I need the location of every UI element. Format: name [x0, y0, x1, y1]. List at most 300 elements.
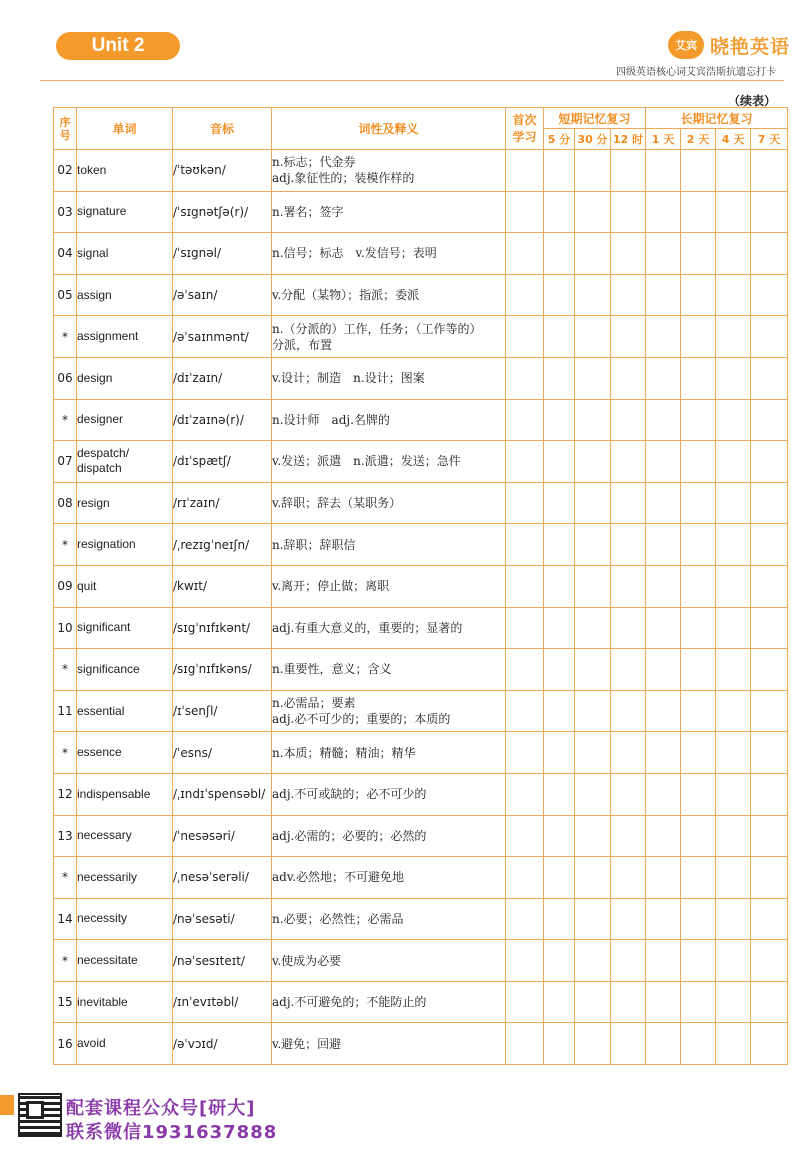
review-checkbox[interactable]	[611, 1023, 646, 1065]
review-checkbox[interactable]	[716, 524, 751, 566]
first-study-checkbox[interactable]	[506, 233, 544, 275]
word-cell	[77, 940, 173, 982]
first-study-checkbox[interactable]	[506, 357, 544, 399]
first-study-checkbox[interactable]	[506, 524, 544, 566]
row-number: 11	[54, 690, 77, 732]
table-row	[54, 981, 788, 1023]
review-checkbox[interactable]	[751, 690, 788, 732]
phonetic-cell: /əˈvɔɪd/	[173, 1023, 272, 1065]
row-number: *	[54, 316, 77, 358]
row-number: 07	[54, 441, 77, 483]
header-definition: 词性及释义	[272, 108, 506, 150]
review-checkbox[interactable]	[544, 898, 575, 940]
review-checkbox[interactable]	[716, 274, 751, 316]
review-checkbox[interactable]	[751, 898, 788, 940]
review-checkbox[interactable]	[646, 649, 681, 691]
review-checkbox[interactable]	[646, 898, 681, 940]
definition-cell	[272, 940, 506, 982]
definition-cell	[272, 649, 506, 691]
review-checkbox[interactable]	[544, 524, 575, 566]
definition-cell	[272, 1023, 506, 1065]
table-row	[54, 857, 788, 899]
word-text: design	[77, 370, 113, 385]
review-checkbox[interactable]	[575, 898, 611, 940]
row-number: 15	[54, 981, 77, 1023]
review-checkbox[interactable]	[575, 940, 611, 982]
review-checkbox[interactable]	[751, 482, 788, 524]
review-checkbox[interactable]	[611, 441, 646, 483]
definition-cell	[272, 773, 506, 815]
review-checkbox[interactable]	[681, 565, 716, 607]
word-text: necessity	[77, 911, 128, 926]
word-text: despatch/	[77, 446, 130, 461]
definition-cell	[272, 191, 506, 233]
review-checkbox[interactable]	[716, 690, 751, 732]
review-checkbox[interactable]	[716, 815, 751, 857]
review-checkbox[interactable]	[646, 690, 681, 732]
review-checkbox[interactable]	[716, 607, 751, 649]
word-cell	[77, 649, 173, 691]
review-checkbox[interactable]	[751, 150, 788, 192]
review-checkbox[interactable]	[611, 357, 646, 399]
definition-line: v.分配（某物）；指派；委派	[272, 288, 420, 303]
brand	[668, 28, 790, 62]
review-checkbox[interactable]	[681, 857, 716, 899]
review-checkbox[interactable]	[681, 274, 716, 316]
review-checkbox[interactable]	[544, 649, 575, 691]
header-7day: 7 天	[751, 129, 788, 150]
review-checkbox[interactable]	[611, 732, 646, 774]
review-checkbox[interactable]	[716, 732, 751, 774]
review-checkbox[interactable]	[716, 940, 751, 982]
definition-line: 分派，布置	[272, 337, 333, 352]
definition-line: n.必要；必然性；必需品	[272, 911, 404, 926]
review-checkbox[interactable]	[611, 815, 646, 857]
review-checkbox[interactable]	[611, 524, 646, 566]
review-checkbox[interactable]	[681, 316, 716, 358]
review-checkbox[interactable]	[575, 1023, 611, 1065]
review-checkbox[interactable]	[544, 274, 575, 316]
phonetic-cell: /rɪˈzaɪn/	[173, 482, 272, 524]
review-checkbox[interactable]	[716, 233, 751, 275]
phonetic-cell: /ˈnesəsəri/	[173, 815, 272, 857]
review-checkbox[interactable]	[646, 940, 681, 982]
table-body	[54, 150, 788, 1065]
definition-cell	[272, 482, 506, 524]
review-checkbox[interactable]	[681, 524, 716, 566]
phonetic-cell: /sɪgˈnɪfɪkənt/	[173, 607, 272, 649]
table-row	[54, 233, 788, 275]
review-checkbox[interactable]	[575, 441, 611, 483]
definition-line: adj.必不可少的；重要的；本质的	[272, 712, 451, 727]
phonetic-cell: /ɪnˈevɪtəbl/	[173, 981, 272, 1023]
definition-cell	[272, 524, 506, 566]
first-study-checkbox[interactable]	[506, 150, 544, 192]
review-checkbox[interactable]	[544, 399, 575, 441]
header-word: 单词	[77, 108, 173, 150]
first-study-checkbox[interactable]	[506, 274, 544, 316]
review-checkbox[interactable]	[751, 940, 788, 982]
word-text: signal	[77, 245, 109, 260]
table-row	[54, 357, 788, 399]
review-checkbox[interactable]	[716, 1023, 751, 1065]
review-checkbox[interactable]	[611, 482, 646, 524]
review-checkbox[interactable]	[681, 357, 716, 399]
review-checkbox[interactable]	[575, 233, 611, 275]
row-number: *	[54, 524, 77, 566]
review-checkbox[interactable]	[751, 316, 788, 358]
phonetic-cell: /əˈsaɪn/	[173, 274, 272, 316]
row-number: *	[54, 399, 77, 441]
review-checkbox[interactable]	[751, 565, 788, 607]
row-number: 02	[54, 150, 77, 192]
definition-line: adj.不可或缺的；必不可少的	[272, 787, 427, 802]
table-row	[54, 815, 788, 857]
word-text: necessary	[77, 828, 132, 843]
header-long-term: 长期记忆复习	[646, 108, 788, 129]
review-checkbox[interactable]	[716, 482, 751, 524]
definition-cell	[272, 441, 506, 483]
review-checkbox[interactable]	[611, 274, 646, 316]
review-checkbox[interactable]	[575, 815, 611, 857]
review-checkbox[interactable]	[751, 815, 788, 857]
book-subtitle: 四级英语核心词艾宾浩斯抗遗忘打卡	[616, 67, 776, 78]
review-checkbox[interactable]	[716, 565, 751, 607]
word-cell	[77, 357, 173, 399]
review-checkbox[interactable]	[681, 773, 716, 815]
review-checkbox[interactable]	[751, 981, 788, 1023]
review-checkbox[interactable]	[646, 732, 681, 774]
phonetic-cell: /əˈsaɪnmənt/	[173, 316, 272, 358]
review-checkbox[interactable]	[544, 607, 575, 649]
word-text: essence	[77, 745, 122, 760]
word-text: signature	[77, 204, 127, 219]
review-checkbox[interactable]	[716, 399, 751, 441]
word-cell	[77, 607, 173, 649]
review-checkbox[interactable]	[681, 150, 716, 192]
review-checkbox[interactable]	[751, 607, 788, 649]
definition-cell	[272, 690, 506, 732]
review-checkbox[interactable]	[611, 940, 646, 982]
review-checkbox[interactable]	[575, 607, 611, 649]
first-study-checkbox[interactable]	[506, 565, 544, 607]
review-checkbox[interactable]	[544, 482, 575, 524]
first-study-checkbox[interactable]	[506, 981, 544, 1023]
definition-cell	[272, 357, 506, 399]
review-checkbox[interactable]	[611, 857, 646, 899]
review-checkbox[interactable]	[646, 233, 681, 275]
review-checkbox[interactable]	[575, 357, 611, 399]
word-cell	[77, 274, 173, 316]
word-text: essential	[77, 703, 125, 718]
review-checkbox[interactable]	[611, 898, 646, 940]
phonetic-cell: /ˈtəʊkən/	[173, 150, 272, 192]
review-checkbox[interactable]	[575, 732, 611, 774]
phonetic-cell: /kwɪt/	[173, 565, 272, 607]
promo-line-1: 配套课程公众号[研大]	[66, 1098, 256, 1119]
review-checkbox[interactable]	[575, 524, 611, 566]
phonetic-cell: /ˈsɪgnətʃə(r)/	[173, 191, 272, 233]
review-checkbox[interactable]	[611, 690, 646, 732]
review-checkbox[interactable]	[716, 773, 751, 815]
review-checkbox[interactable]	[751, 773, 788, 815]
first-study-checkbox[interactable]	[506, 773, 544, 815]
review-checkbox[interactable]	[575, 274, 611, 316]
review-checkbox[interactable]	[681, 399, 716, 441]
word-text: necessitate	[77, 953, 138, 968]
review-checkbox[interactable]	[751, 233, 788, 275]
table-row	[54, 524, 788, 566]
row-number: 16	[54, 1023, 77, 1065]
row-number: 10	[54, 607, 77, 649]
word-text: significance	[77, 661, 140, 676]
review-checkbox[interactable]	[611, 773, 646, 815]
review-checkbox[interactable]	[575, 565, 611, 607]
row-number: 08	[54, 482, 77, 524]
review-checkbox[interactable]	[544, 940, 575, 982]
header-first-study: 首次学习	[506, 108, 544, 150]
word-cell	[77, 565, 173, 607]
definition-cell	[272, 898, 506, 940]
review-checkbox[interactable]	[646, 607, 681, 649]
first-study-checkbox[interactable]	[506, 690, 544, 732]
review-checkbox[interactable]	[681, 898, 716, 940]
table-row	[54, 732, 788, 774]
review-checkbox[interactable]	[716, 150, 751, 192]
review-checkbox[interactable]	[751, 399, 788, 441]
word-cell	[77, 150, 173, 192]
review-checkbox[interactable]	[751, 649, 788, 691]
review-checkbox[interactable]	[646, 524, 681, 566]
review-checkbox[interactable]	[646, 191, 681, 233]
phonetic-cell: /ˈsɪgnəl/	[173, 233, 272, 275]
table-row	[54, 690, 788, 732]
review-checkbox[interactable]	[646, 399, 681, 441]
header-no: 序号	[54, 108, 77, 150]
header-divider	[40, 80, 784, 81]
review-checkbox[interactable]	[681, 649, 716, 691]
first-study-checkbox[interactable]	[506, 191, 544, 233]
review-checkbox[interactable]	[681, 607, 716, 649]
phonetic-cell: /dɪˈspætʃ/	[173, 441, 272, 483]
footer-accent-bar	[0, 1095, 14, 1115]
table-row	[54, 940, 788, 982]
header-4day: 4 天	[716, 129, 751, 150]
review-checkbox[interactable]	[681, 482, 716, 524]
review-checkbox[interactable]	[716, 357, 751, 399]
review-checkbox[interactable]	[681, 732, 716, 774]
review-checkbox[interactable]	[751, 191, 788, 233]
table-row	[54, 441, 788, 483]
first-study-checkbox[interactable]	[506, 482, 544, 524]
word-cell	[77, 441, 173, 483]
review-checkbox[interactable]	[681, 981, 716, 1023]
row-number: 03	[54, 191, 77, 233]
review-checkbox[interactable]	[611, 649, 646, 691]
review-checkbox[interactable]	[646, 1023, 681, 1065]
first-study-checkbox[interactable]	[506, 940, 544, 982]
review-checkbox[interactable]	[575, 150, 611, 192]
review-checkbox[interactable]	[681, 441, 716, 483]
review-checkbox[interactable]	[751, 732, 788, 774]
first-study-checkbox[interactable]	[506, 898, 544, 940]
review-checkbox[interactable]	[575, 690, 611, 732]
review-checkbox[interactable]	[611, 607, 646, 649]
first-study-checkbox[interactable]	[506, 815, 544, 857]
review-checkbox[interactable]	[681, 191, 716, 233]
word-cell	[77, 732, 173, 774]
word-cell	[77, 815, 173, 857]
review-checkbox[interactable]	[751, 524, 788, 566]
review-checkbox[interactable]	[544, 565, 575, 607]
row-number: *	[54, 732, 77, 774]
review-checkbox[interactable]	[575, 191, 611, 233]
review-checkbox[interactable]	[681, 815, 716, 857]
word-text: avoid	[77, 1036, 106, 1051]
review-checkbox[interactable]	[575, 857, 611, 899]
review-checkbox[interactable]	[716, 649, 751, 691]
row-number: 09	[54, 565, 77, 607]
definition-cell	[272, 150, 506, 192]
row-number: *	[54, 857, 77, 899]
review-checkbox[interactable]	[681, 233, 716, 275]
definition-cell	[272, 981, 506, 1023]
word-text: resignation	[77, 537, 136, 552]
review-checkbox[interactable]	[646, 357, 681, 399]
review-checkbox[interactable]	[646, 482, 681, 524]
word-text: token	[77, 162, 107, 177]
header-5min: 5 分	[544, 129, 575, 150]
first-study-checkbox[interactable]	[506, 316, 544, 358]
definition-cell	[272, 815, 506, 857]
header-1day: 1 天	[646, 129, 681, 150]
review-checkbox[interactable]	[544, 150, 575, 192]
review-checkbox[interactable]	[611, 565, 646, 607]
review-checkbox[interactable]	[716, 898, 751, 940]
review-checkbox[interactable]	[544, 690, 575, 732]
review-checkbox[interactable]	[646, 773, 681, 815]
phonetic-cell: /dɪˈzaɪnə(r)/	[173, 399, 272, 441]
word-cell	[77, 482, 173, 524]
review-checkbox[interactable]	[611, 981, 646, 1023]
header-short-term: 短期记忆复习	[544, 108, 646, 129]
review-checkbox[interactable]	[611, 191, 646, 233]
review-checkbox[interactable]	[646, 316, 681, 358]
table-row	[54, 191, 788, 233]
review-checkbox[interactable]	[544, 732, 575, 774]
review-checkbox[interactable]	[646, 565, 681, 607]
row-number: 13	[54, 815, 77, 857]
phonetic-cell: /dɪˈzaɪn/	[173, 357, 272, 399]
first-study-checkbox[interactable]	[506, 1023, 544, 1065]
review-checkbox[interactable]	[544, 981, 575, 1023]
row-number: 12	[54, 773, 77, 815]
review-checkbox[interactable]	[751, 857, 788, 899]
review-checkbox[interactable]	[716, 191, 751, 233]
continued-label: （续表）	[727, 94, 776, 108]
definition-cell	[272, 274, 506, 316]
review-checkbox[interactable]	[544, 357, 575, 399]
review-checkbox[interactable]	[611, 233, 646, 275]
review-checkbox[interactable]	[575, 316, 611, 358]
first-study-checkbox[interactable]	[506, 857, 544, 899]
review-checkbox[interactable]	[575, 773, 611, 815]
review-checkbox[interactable]	[646, 441, 681, 483]
word-cell	[77, 857, 173, 899]
review-checkbox[interactable]	[544, 316, 575, 358]
review-checkbox[interactable]	[716, 441, 751, 483]
review-checkbox[interactable]	[544, 815, 575, 857]
first-study-checkbox[interactable]	[506, 399, 544, 441]
review-checkbox[interactable]	[611, 150, 646, 192]
review-checkbox[interactable]	[716, 316, 751, 358]
review-checkbox[interactable]	[646, 274, 681, 316]
table-row	[54, 482, 788, 524]
definition-line: v.辞职；辞去（某职务）	[272, 496, 402, 511]
first-study-checkbox[interactable]	[506, 441, 544, 483]
review-checkbox[interactable]	[575, 649, 611, 691]
review-checkbox[interactable]	[611, 399, 646, 441]
review-checkbox[interactable]	[611, 316, 646, 358]
review-checkbox[interactable]	[646, 815, 681, 857]
review-checkbox[interactable]	[716, 857, 751, 899]
review-checkbox[interactable]	[681, 690, 716, 732]
review-checkbox[interactable]	[681, 1023, 716, 1065]
first-study-checkbox[interactable]	[506, 649, 544, 691]
review-checkbox[interactable]	[751, 1023, 788, 1065]
definition-cell	[272, 857, 506, 899]
review-checkbox[interactable]	[544, 191, 575, 233]
review-checkbox[interactable]	[544, 233, 575, 275]
review-checkbox[interactable]	[544, 1023, 575, 1065]
first-study-checkbox[interactable]	[506, 607, 544, 649]
review-checkbox[interactable]	[646, 981, 681, 1023]
word-cell	[77, 191, 173, 233]
word-cell	[77, 690, 173, 732]
review-checkbox[interactable]	[575, 981, 611, 1023]
word-text: significant	[77, 620, 131, 635]
phonetic-cell: /ˌrezɪgˈneɪʃn/	[173, 524, 272, 566]
review-checkbox[interactable]	[544, 441, 575, 483]
word-text: assign	[77, 287, 112, 302]
review-checkbox[interactable]	[751, 274, 788, 316]
review-checkbox[interactable]	[751, 441, 788, 483]
first-study-checkbox[interactable]	[506, 732, 544, 774]
review-checkbox[interactable]	[544, 857, 575, 899]
review-checkbox[interactable]	[751, 357, 788, 399]
definition-line: v.设计；制造 n.设计；图案	[272, 371, 425, 386]
row-number: *	[54, 649, 77, 691]
table-row	[54, 898, 788, 940]
review-checkbox[interactable]	[681, 940, 716, 982]
review-checkbox[interactable]	[646, 150, 681, 192]
table-row	[54, 399, 788, 441]
definition-line: n.本质；精髓；精油；精华	[272, 745, 416, 760]
word-cell	[77, 773, 173, 815]
review-checkbox[interactable]	[544, 773, 575, 815]
review-checkbox[interactable]	[575, 399, 611, 441]
definition-cell	[272, 565, 506, 607]
word-text: designer	[77, 412, 124, 427]
phonetic-cell: /ɪˈsenʃl/	[173, 690, 272, 732]
review-checkbox[interactable]	[575, 482, 611, 524]
row-number: 14	[54, 898, 77, 940]
brand-logo-icon: 艾宾	[668, 31, 704, 59]
promo-line-2: 联系微信1931637888	[66, 1122, 278, 1143]
review-checkbox[interactable]	[646, 857, 681, 899]
review-checkbox[interactable]	[716, 981, 751, 1023]
table-row	[54, 607, 788, 649]
